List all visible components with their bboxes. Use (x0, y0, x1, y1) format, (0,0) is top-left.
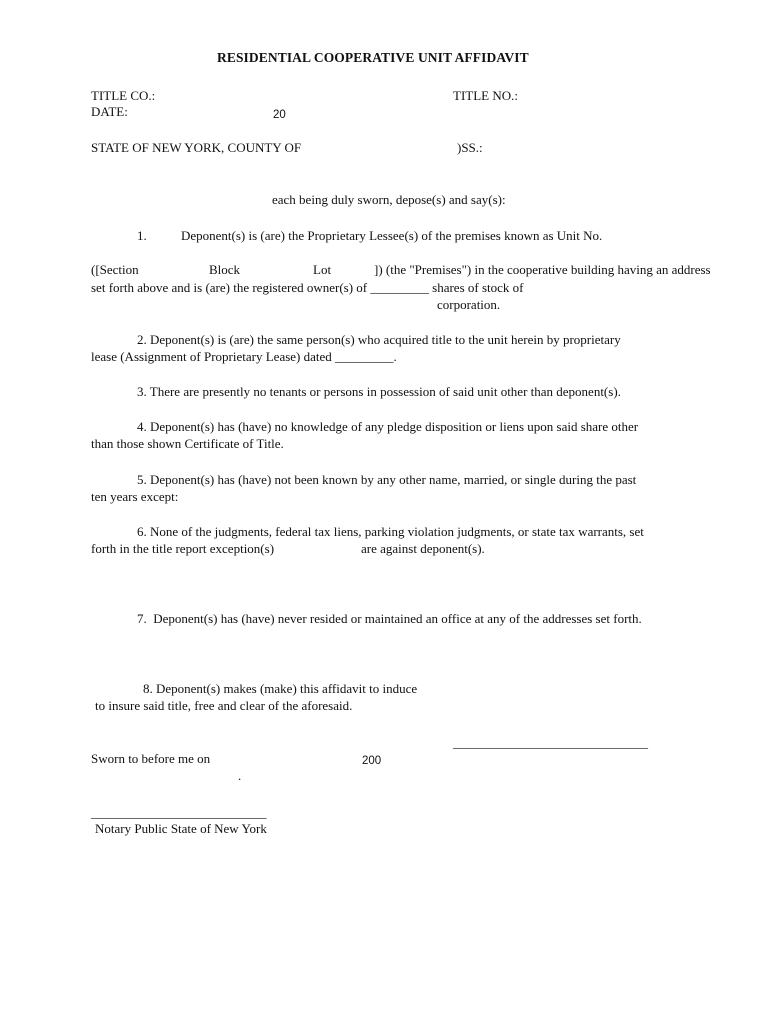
paragraph-8-line-1: 8. Deponent(s) makes (make) this affidavit to induce (143, 681, 418, 696)
paragraph-1-line-2: set forth above and is (are) the registered owner(s) of _________ shares of stock of (91, 280, 524, 295)
notary-label: Notary Public State of New York (95, 821, 267, 836)
document-title: RESIDENTIAL COOPERATIVE UNIT AFFIDAVIT (217, 50, 529, 65)
ss-label: )SS.: (457, 140, 483, 155)
title-co-label: TITLE CO.: (91, 88, 156, 103)
paragraph-6-line-2b: are against deponent(s). (361, 541, 485, 556)
paragraph-1-line-3: corporation. (437, 297, 501, 312)
paragraph-6-line-1: 6. None of the judgments, federal tax liens, parking violation judgments, or state tax warrants, set (137, 524, 644, 539)
deponent-signature-line: ______________________________ (453, 735, 648, 750)
sworn-year: 200 (362, 755, 382, 767)
state-county-label: STATE OF NEW YORK, COUNTY OF (91, 140, 302, 155)
sworn-period: . (238, 768, 242, 783)
title-no-label: TITLE NO.: (453, 88, 518, 103)
paragraph-1-lot: Lot (313, 262, 332, 277)
paragraph-3: 3. There are presently no tenants or persons in possession of said unit other than deponent(s). (137, 384, 621, 399)
date-label: DATE: (91, 104, 128, 119)
paragraph-2-line-1: 2. Deponent(s) is (are) the same person(s) who acquired title to the unit herein by proprietary (137, 332, 621, 347)
paragraph-1-section: ([Section (91, 262, 139, 277)
paragraph-5-line-2: ten years except: (91, 489, 179, 504)
paragraph-1-block: Block (209, 262, 241, 277)
paragraph-6-line-2a: forth in the title report exception(s) (91, 541, 275, 556)
sworn-before-label: Sworn to before me on (91, 751, 211, 766)
paragraph-1-premises: ]) (the "Premises") in the cooperative building having an address (374, 262, 711, 277)
sworn-intro: each being duly sworn, depose(s) and say(s): (272, 192, 506, 207)
paragraph-1-number: 1. (137, 228, 147, 243)
paragraph-7: 7. Deponent(s) has (have) never resided or maintained an office at any of the addresses set forth. (137, 611, 642, 626)
paragraph-1-text: Deponent(s) is (are) the Proprietary Lessee(s) of the premises known as Unit No. (181, 228, 603, 243)
paragraph-5-line-1: 5. Deponent(s) has (have) not been known by any other name, married, or single during the past (137, 472, 637, 487)
paragraph-4-line-2: than those shown Certificate of Title. (91, 436, 284, 451)
paragraph-4-line-1: 4. Deponent(s) has (have) no knowledge of any pledge disposition or liens upon said share other (137, 419, 639, 434)
paragraph-8-line-2: to insure said title, free and clear of the aforesaid. (95, 698, 353, 713)
notary-signature-line: ___________________________ (91, 805, 267, 820)
date-year: 20 (273, 109, 286, 121)
paragraph-2-line-2: lease (Assignment of Proprietary Lease) dated _________. (91, 349, 397, 364)
